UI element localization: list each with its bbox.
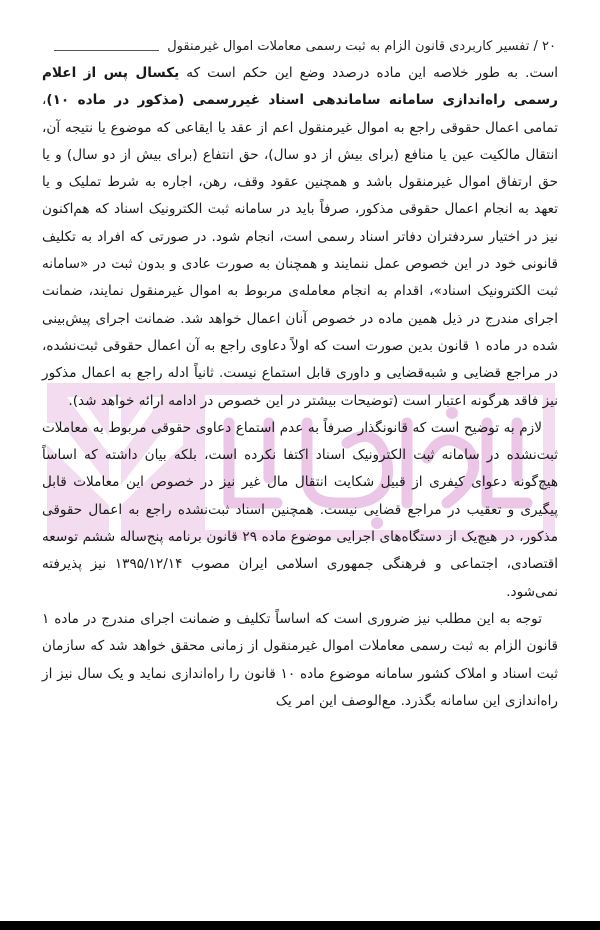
paragraph-1-segment-2-bold: یکسال پس از اعلام رسمی راه‌اندازی سامانه ساماندهی اسناد غیررسمی (مذکور در ماده ۱۰) (42, 65, 558, 109)
book-title: تفسیر کاربردی قانون الزام به ثبت رسمی معاملات اموال غیرمنقول (167, 39, 530, 54)
header-rule (54, 50, 159, 51)
header-separator: / (529, 39, 543, 54)
running-header (38, 34, 556, 54)
header-title (167, 39, 556, 54)
paragraph-1-segment-1: است. به طور خلاصه این ماده درصدد وضع این حکم است که (179, 65, 558, 81)
paragraph-3 (42, 606, 558, 715)
body-text (42, 60, 558, 715)
paragraph-2 (42, 415, 558, 606)
paragraph-2-segment-1: لازم به توضیح است که قانونگذار صرفاً به عدم استماع دعاوی حقوقی مربوط به معاملات ثبت‌نشده در سامانه ثبت الکترونیک اسناد اکتفا نکرده است، بلکه بیان داشته که اساساً هیچ‌گونه دعوای کیفری از قبیل شکایت انتقال مال غیر نیز در خصوص این معاملات قابل پیگیری و تعقیب در مراجع قضایی نیست. همچنین اسناد ثبت‌نشده راجع به اعمال حقوقی مذکور، در هیچ‌یک از دستگاه‌های اجرایی موضوع ماده ۲۹ قانون برنامه پنج‌ساله ششم توسعه اقتصادی، اجتماعی و فرهنگی جمهوری اسلامی ایران مصوب ۱۳۹۵/۱۲/۱۴ نیز پذیرفته نمی‌شود. (42, 419, 558, 600)
paragraph-1 (42, 60, 558, 415)
page-number: ۲۰ (542, 39, 556, 54)
paragraph-3-segment-1: توجه به این مطلب نیز ضروری است که اساساً تکلیف و ضمانت اجرای مندرج در ماده ۱ قانون الزام به ثبت رسمی معاملات اموال غیرمنقول از زمانی محقق خواهد شد که سازمان ثبت اسناد و املاک کشور سامانه موضوع ماده ۱۰ قانون را راه‌اندازی نماید و یک سال نیز از راه‌اندازی این سامانه بگذرد. مع‌الوصف این امر یک (42, 610, 558, 709)
paragraph-1-segment-3: ، تمامی اعمال حقوقی راجع به اموال غیرمنقول اعم از عقد یا ایقاعی که موضوع یا نتیجه آن، انتقال مالکیت عین یا منافع (برای بیش از دو سال)، حق انتفاع (برای بیش از دو سال) و یا حق ارتفاق اموال غیرمنقول باشد و همچنین عقود وقف، رهن، اجاره به شرط تملیک و یا تعهد به انجام اعمال حقوقی مذکور، صرفاً باید در سامانه ثبت الکترونیک اسناد که هم‌اکنون نیز در اختیار سردفتران دفاتر اسناد رسمی است، انجام شود. در صورتی که افراد به تکلیف قانونی خود در این خصوص عمل ننمایند و همچنان به صورت عادی و بدون ثبت در «سامانه ثبت الکترونیک اسناد»، اقدام به انجام معامله‌ی مربوط به اموال غیرمنقول نمایند، ضمانت اجرای مندرج در ذیل همین ماده در خصوص آنان اعمال خواهد شد. ضمانت اجرای پیش‌بینی شده در ماده ۱ قانون بدین صورت است که اولاً دعاوی راجع به آن اعمال حقوقی ثبت‌نشده، در مراجع قضایی و شبه‌قضایی و داوری قابل استماع نیست. ثانیاً ادله راجع به اعمال مذکور نیز فاقد هرگونه اعتبار است (توضیحات بیشتر در این خصوص در ادامه ارائه خواهد شد). (42, 92, 558, 409)
bottom-scan-bar (0, 921, 600, 930)
